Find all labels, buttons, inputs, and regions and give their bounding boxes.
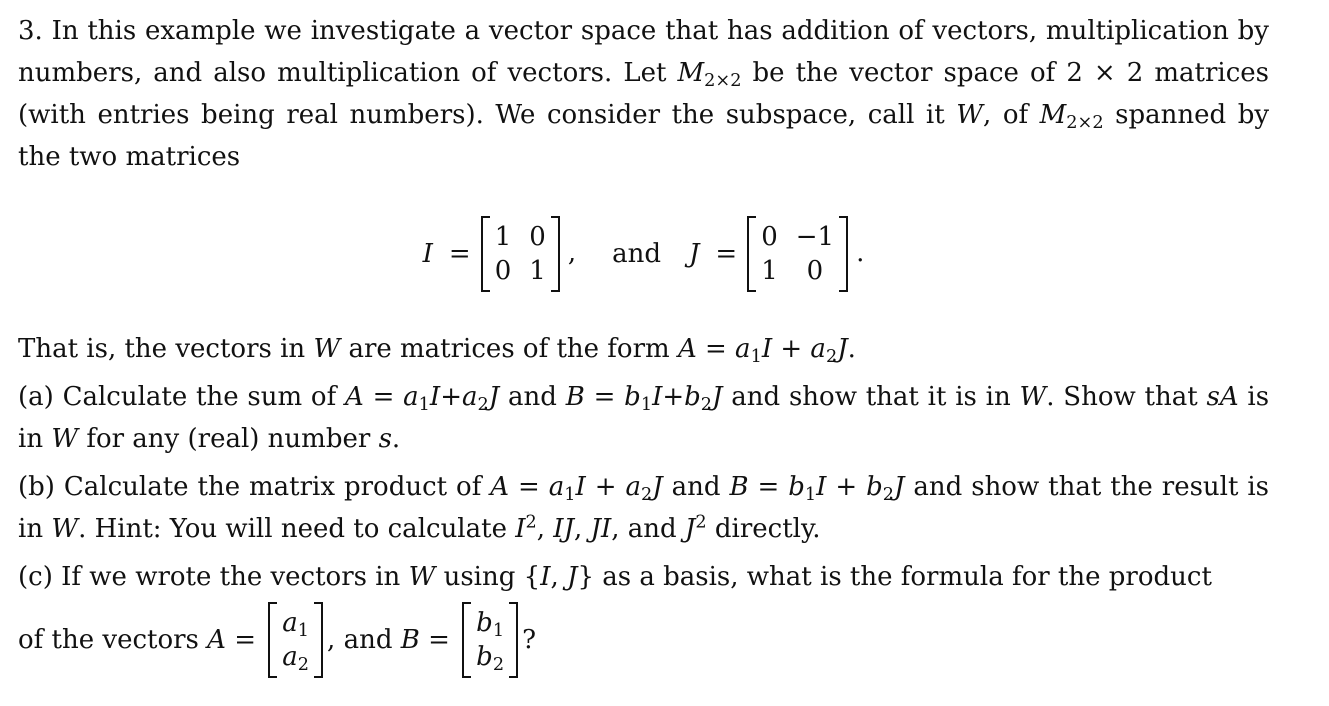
matrix-I-equation [423, 216, 576, 292]
matrix-cell: 0 [529, 222, 546, 252]
vector-cell: $b_1$ [476, 608, 505, 641]
intro-text-1: In this example we investigate a vector space that has addition of vectors, multiplication by numbers, and also multiplication of vectors. Let [18, 16, 1269, 88]
part-c-vectors: of the vectors A = $a_1$ $a_2$ , and B = $b_1$ $b_2$ ? [18, 602, 1269, 678]
problem-intro [18, 10, 1269, 178]
and-word: and [612, 239, 661, 269]
matrix-cell: 1 [761, 256, 778, 286]
matrix-J [747, 216, 848, 292]
symbol-M: $M_{2\times 2}$ [677, 58, 742, 91]
matrix-I-label: I [422, 239, 433, 269]
matrix-J-label: J [688, 239, 700, 269]
symbol-M-2: $M_{2\times 2}$ [1039, 100, 1104, 133]
equals-sign: = [715, 239, 738, 269]
vector-B [462, 602, 518, 678]
vector-cell: $b_2$ [476, 642, 505, 675]
problem-number: 3. [18, 16, 43, 46]
matrix-cell: 0 [761, 222, 778, 252]
intro-text-4: spanned by the two matrices [18, 100, 1270, 172]
formula-A: A [677, 334, 697, 364]
vector-A [268, 602, 323, 678]
part-c-label: (c) [18, 562, 53, 592]
part-b: (b) Calculate the matrix product of $A = a_1I + a_2J$ and $B = b_1I + b_2J$ and show that the result is in W. Hint: You will need to calculate $I^2$, IJ, JI, and $J^2$ directly. [18, 472, 1270, 544]
matrix-cell: 0 [806, 256, 824, 286]
matrix-cell: −1 [795, 222, 835, 252]
matrix-J-equation [689, 216, 864, 292]
matrix-cell: 1 [494, 222, 512, 252]
part-a: (a) Calculate the sum of $A = a_1I+a_2J$ and $B = b_1I+b_2J$ and show that it is in W. Show that sA is in W for any (real) number s. [18, 382, 1270, 454]
symbol-W: W [956, 100, 983, 130]
matrix-cell: 1 [529, 256, 546, 286]
comma: , [567, 238, 577, 268]
equals-sign: = [448, 239, 471, 269]
period: . [856, 238, 865, 268]
matrix-cell: 0 [494, 256, 512, 286]
vector-cell: $a_1$ [282, 608, 310, 641]
intro-text-3: , of [983, 100, 1029, 130]
form-line: That is, the vectors in W are matrices of the form $A = a_1I + a_2J$. [18, 334, 856, 367]
matrix-display [18, 184, 1269, 324]
part-c: (c) If we wrote the vectors in W using {I, J} as a basis, what is the formula for the product [18, 562, 1212, 592]
matrix-I [481, 216, 560, 292]
part-b-label: (b) [18, 472, 55, 502]
vector-cell: $a_2$ [282, 642, 310, 675]
part-a-label: (a) [18, 382, 54, 412]
intro-text-2: be the vector space of 2 × 2 matrices (with entries being real numbers). We consider the subspace, call it [18, 58, 1270, 130]
